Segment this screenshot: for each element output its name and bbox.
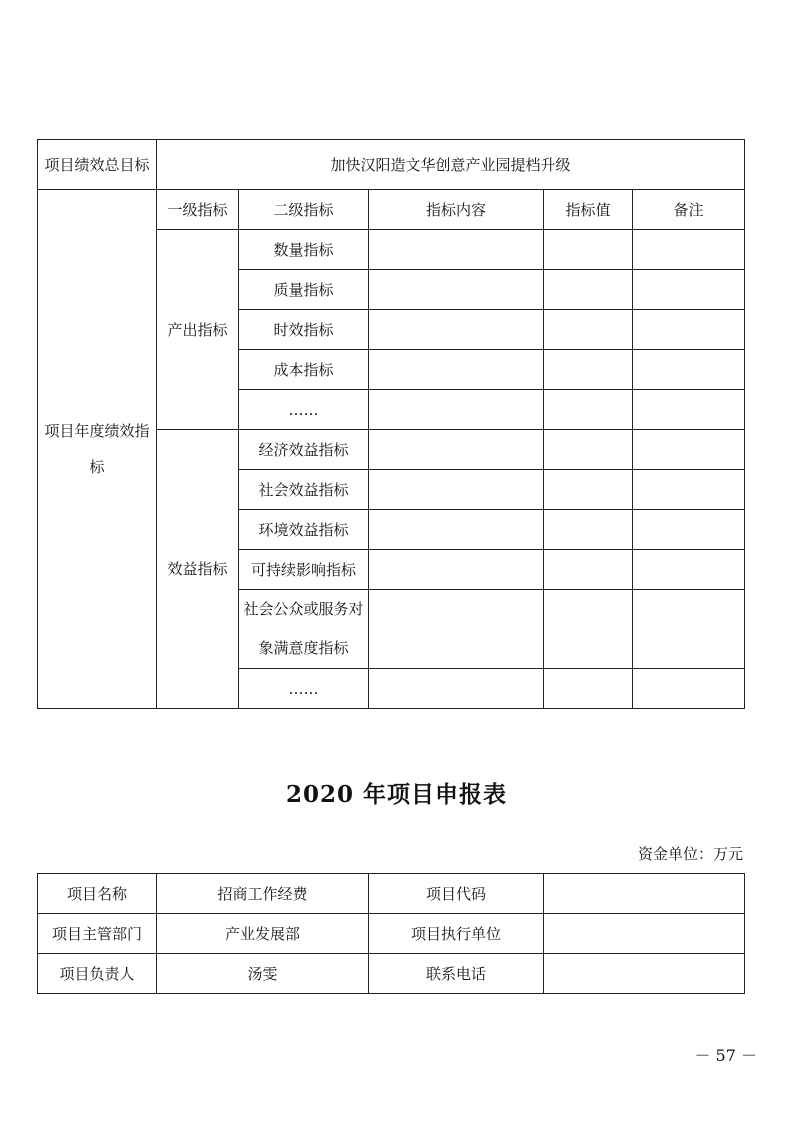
cell: [633, 390, 745, 430]
output-item: 数量指标: [239, 230, 369, 270]
cell: [633, 510, 745, 550]
cell: [369, 510, 544, 550]
field-value: 汤雯: [157, 954, 369, 994]
cell: [369, 390, 544, 430]
cell: [633, 669, 745, 709]
field-label: 项目主管部门: [38, 914, 157, 954]
cell: [544, 270, 633, 310]
header-value: 指标值: [544, 190, 633, 230]
cell: [544, 510, 633, 550]
cell: [369, 550, 544, 590]
cell: [544, 350, 633, 390]
annual-indicator-label: 项目年度绩效指标: [38, 190, 157, 709]
cell: [544, 430, 633, 470]
page-title: 2020 年项目申报表: [285, 781, 508, 808]
output-indicator-label: 产出指标: [157, 230, 239, 430]
goal-value: 加快汉阳造文华创意产业园提档升级: [157, 140, 745, 190]
benefit-item: 环境效益指标: [239, 510, 369, 550]
cell: [544, 390, 633, 430]
page-number: － 57 －: [694, 1046, 757, 1065]
cell: [544, 590, 633, 669]
benefit-item: ……: [239, 669, 369, 709]
cell: [633, 310, 745, 350]
currency-unit-note: 资金单位：万元: [637, 845, 743, 863]
output-item: 时效指标: [239, 310, 369, 350]
cell: [633, 550, 745, 590]
cell: [633, 590, 745, 669]
field-label: 项目负责人: [38, 954, 157, 994]
performance-indicator-table: [37, 139, 745, 709]
benefit-item: 经济效益指标: [239, 430, 369, 470]
header-level1: 一级指标: [157, 190, 239, 230]
cell: [544, 310, 633, 350]
cell: [633, 350, 745, 390]
project-declaration-table: [37, 873, 745, 994]
field-value: 招商工作经费: [157, 874, 369, 914]
benefit-item: 社会效益指标: [239, 470, 369, 510]
field-value: [544, 954, 745, 994]
field-label: 联系电话: [369, 954, 544, 994]
cell: [633, 230, 745, 270]
field-value: [544, 914, 745, 954]
cell: [369, 310, 544, 350]
cell: [544, 550, 633, 590]
field-value: 产业发展部: [157, 914, 369, 954]
cell: [369, 669, 544, 709]
benefit-item: 可持续影响指标: [239, 550, 369, 590]
benefit-item: 社会公众或服务对象满意度指标: [239, 590, 369, 669]
cell: [369, 270, 544, 310]
cell: [369, 430, 544, 470]
cell: [369, 590, 544, 669]
cell: [633, 430, 745, 470]
cell: [369, 470, 544, 510]
field-label: 项目代码: [369, 874, 544, 914]
cell: [633, 270, 745, 310]
cell: [544, 669, 633, 709]
cell: [633, 470, 745, 510]
cell: [544, 470, 633, 510]
goal-label: 项目绩效总目标: [38, 140, 157, 190]
field-label: 项目名称: [38, 874, 157, 914]
field-value: [544, 874, 745, 914]
cell: [369, 350, 544, 390]
benefit-indicator-label: 效益指标: [157, 430, 239, 709]
header-content: 指标内容: [369, 190, 544, 230]
cell: [369, 230, 544, 270]
header-level2: 二级指标: [239, 190, 369, 230]
field-label: 项目执行单位: [369, 914, 544, 954]
header-remark: 备注: [633, 190, 745, 230]
output-item: 质量指标: [239, 270, 369, 310]
output-item: 成本指标: [239, 350, 369, 390]
cell: [544, 230, 633, 270]
output-item: ……: [239, 390, 369, 430]
